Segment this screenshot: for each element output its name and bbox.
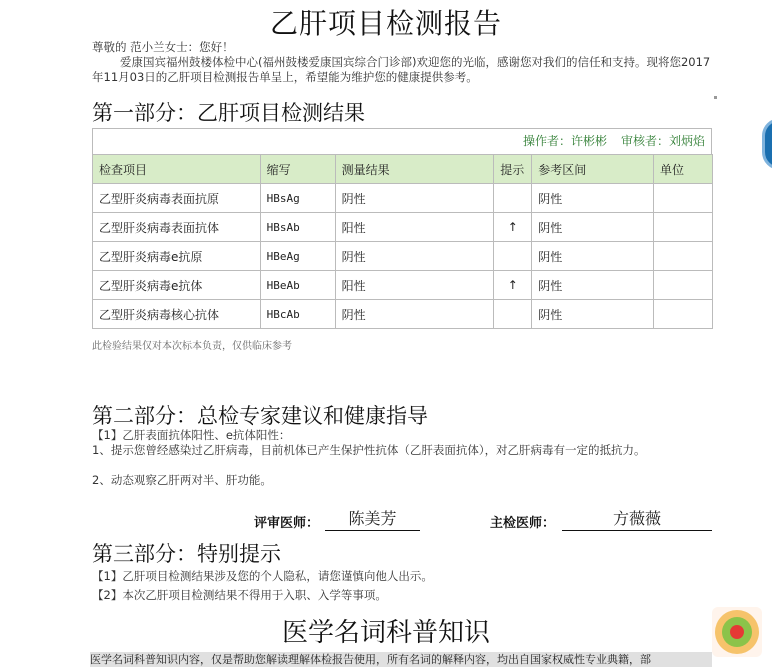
cell-item: 乙型肝炎病毒e抗原 <box>93 242 261 271</box>
cell-abbr: HBeAg <box>260 242 335 271</box>
cell-ref: 阴性 <box>532 242 654 271</box>
intro-paragraph: 爱康国宾福州鼓楼体检中心(福州鼓楼爱康国宾综合门诊部)欢迎您的光临，感谢您对我们的信任和支持。现将您2017年11月03日的乙肝项目检测报告单呈上，希望能为维护您的健康提供参考。 <box>92 55 711 84</box>
reviewer-doctor-signature: 陈美芳 <box>325 508 420 531</box>
glossary-text: 医学名词科普知识内容，仅是帮助您解读理解体检报告使用，所有名词的解释内容，均出自国家权威性专业典籍，部 <box>90 652 712 667</box>
cell-result: 阴性 <box>335 242 494 271</box>
report-title: 乙肝项目检测报告 <box>269 7 502 40</box>
cell-abbr: HBeAb <box>260 271 335 300</box>
floating-side-button[interactable] <box>762 118 772 170</box>
operator: 操作者：许彬彬 <box>522 134 607 148</box>
cell-ref: 阴性 <box>532 184 654 213</box>
reviewer-doctor-label: 评审医师： <box>254 516 320 531</box>
chief-doctor-label: 主检医师： <box>490 516 556 531</box>
part2-title: 第二部分：总检专家建议和健康指导 <box>92 404 428 428</box>
cell-item: 乙型肝炎病毒核心抗体 <box>93 300 261 329</box>
special-tip-1: 【1】乙肝项目检测结果涉及您的个人隐私，请您谨慎向他人出示。 <box>92 569 433 583</box>
advice-point-1: 1、提示您曾经感染过乙肝病毒，目前机体已产生保护性抗体（乙肝表面抗体），对乙肝病毒有一定的抵抗力。 <box>92 443 646 457</box>
cell-ref: 阴性 <box>532 271 654 300</box>
cell-result: 阳性 <box>335 271 494 300</box>
cell-abbr: HBsAg <box>260 184 335 213</box>
special-tip-2: 【2】本次乙肝项目检测结果不得用于入职、入学等事项。 <box>92 588 387 602</box>
cell-item: 乙型肝炎病毒e抗体 <box>93 271 261 300</box>
header-result: 测量结果 <box>335 155 494 184</box>
cell-result: 阴性 <box>335 300 494 329</box>
part1-title: 第一部分：乙肝项目检测结果 <box>92 101 365 125</box>
greeting: 尊敬的 范小兰女士：您好！ <box>92 40 234 54</box>
cell-hint: ↑ <box>494 213 532 242</box>
cell-unit <box>654 213 713 242</box>
glossary-title: 医学名词科普知识 <box>281 618 490 648</box>
cell-unit <box>654 300 713 329</box>
cell-hint <box>494 300 532 329</box>
dot-marker <box>714 96 717 99</box>
cell-hint <box>494 184 532 213</box>
cell-hint: ↑ <box>494 271 532 300</box>
part3-title: 第三部分：特别提示 <box>92 542 281 566</box>
cell-hint <box>494 242 532 271</box>
result-table <box>92 154 713 329</box>
cell-ref: 阴性 <box>532 213 654 242</box>
header-unit: 单位 <box>654 155 713 184</box>
cell-result: 阴性 <box>335 184 494 213</box>
cell-ref: 阴性 <box>532 300 654 329</box>
advice-heading: 【1】乙肝表面抗体阳性、e抗体阳性： <box>92 428 291 442</box>
operator-reviewer-line <box>92 128 712 154</box>
advice-point-2: 2、动态观察乙肝两对半、肝功能。 <box>92 473 272 487</box>
header-ref: 参考区间 <box>532 155 654 184</box>
table-row <box>93 242 713 271</box>
cell-item: 乙型肝炎病毒表面抗体 <box>93 213 261 242</box>
cell-abbr: HBcAb <box>260 300 335 329</box>
cell-unit <box>654 242 713 271</box>
chief-doctor-signature: 方薇薇 <box>562 508 712 531</box>
cell-item: 乙型肝炎病毒表面抗原 <box>93 184 261 213</box>
disclaimer-note: 此检验结果仅对本次标本负责，仅供临床参考 <box>92 341 292 352</box>
table-header-row <box>93 155 713 184</box>
cell-abbr: HBsAb <box>260 213 335 242</box>
cell-unit <box>654 184 713 213</box>
logo-icon <box>712 607 762 657</box>
table-row <box>93 213 713 242</box>
table-row <box>93 271 713 300</box>
cell-unit <box>654 271 713 300</box>
table-row <box>93 184 713 213</box>
reviewer: 审核者：刘炳焰 <box>620 134 705 148</box>
header-item: 检查项目 <box>93 155 261 184</box>
table-row <box>93 300 713 329</box>
header-abbr: 缩写 <box>260 155 335 184</box>
cell-result: 阳性 <box>335 213 494 242</box>
header-hint: 提示 <box>494 155 532 184</box>
